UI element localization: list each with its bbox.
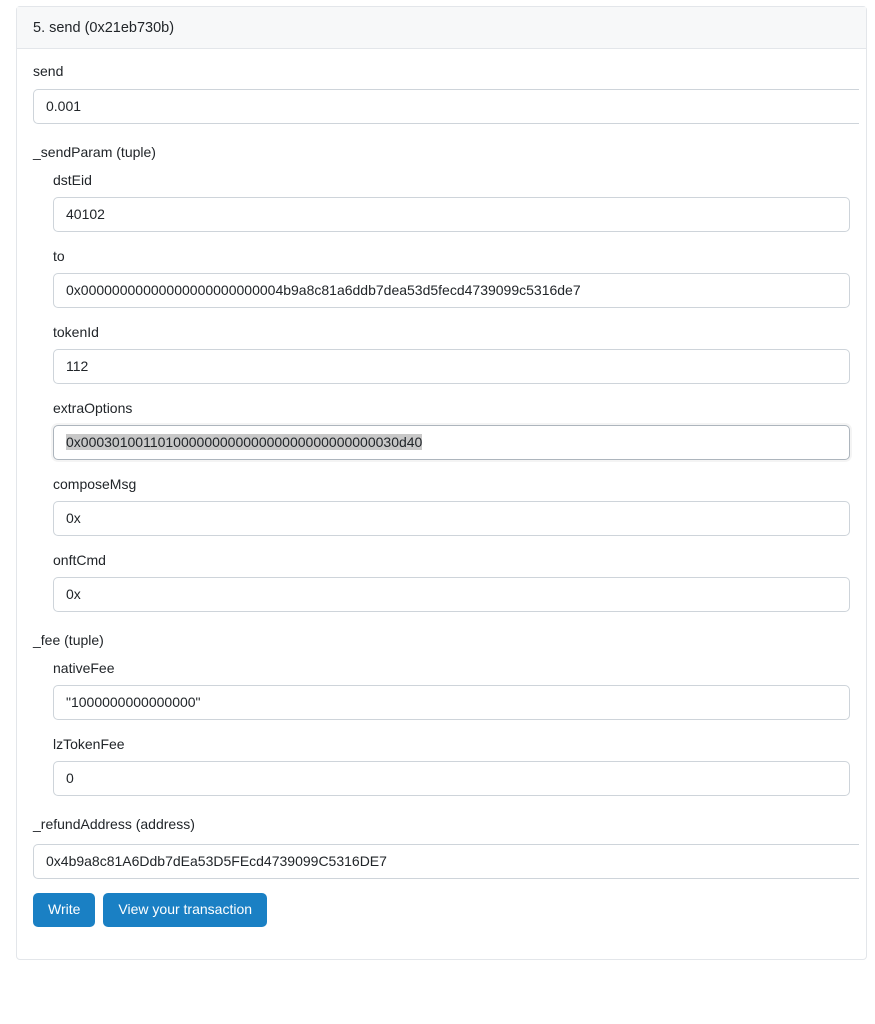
onftCmd-label: onftCmd — [53, 551, 106, 568]
onftCmd-input[interactable]: 0x — [53, 577, 850, 612]
nativeFee-label: nativeFee — [53, 659, 115, 676]
composeMsg-label: composeMsg — [53, 475, 137, 492]
field-nativeFee — [37, 660, 866, 720]
extraOptions-label: extraOptions — [53, 399, 133, 416]
nativeFee-input[interactable]: "1000000000000000" — [53, 685, 850, 720]
tokenId-input[interactable]: 112 — [53, 349, 850, 384]
view-transaction-button[interactable]: View your transaction — [103, 893, 267, 928]
panel-body — [17, 49, 866, 959]
tokenId-label: tokenId — [53, 323, 99, 340]
send-param-fields — [17, 172, 866, 612]
lzTokenFee-label: lzTokenFee — [53, 735, 125, 752]
fee-label: _fee (tuple) — [33, 631, 104, 648]
dstEid-label: dstEid — [53, 171, 92, 188]
refund-address-field-wrap — [17, 844, 866, 879]
field-send — [17, 63, 866, 124]
group-fee — [17, 632, 866, 796]
panel-header: 5. send (0x21eb730b) — [17, 7, 866, 49]
send-param-label: _sendParam (tuple) — [33, 143, 156, 160]
field-extraOptions — [37, 400, 866, 460]
send-input[interactable]: 0.001 — [33, 89, 859, 124]
field-lzTokenFee — [37, 736, 866, 796]
refund-address-input[interactable]: 0x4b9a8c81A6Ddb7dEa53D5FEcd4739099C5316DE7 — [33, 844, 859, 879]
to-label: to — [53, 247, 65, 264]
field-to — [37, 248, 866, 308]
dstEid-input[interactable]: 40102 — [53, 197, 850, 232]
fee-fields — [17, 660, 866, 796]
group-send-param — [17, 144, 866, 612]
composeMsg-input[interactable]: 0x — [53, 501, 850, 536]
lzTokenFee-input[interactable]: 0 — [53, 761, 850, 796]
extraOptions-input[interactable] — [53, 425, 850, 460]
action-buttons — [17, 879, 866, 944]
field-tokenId — [37, 324, 866, 384]
write-button[interactable]: Write — [33, 893, 95, 928]
field-refund-address — [17, 816, 866, 879]
extraOptions-selected-text: 0x00030100110100000000000000000000000000030d40 — [66, 433, 423, 450]
to-input[interactable]: 0x00000000000000000000000004b9a8c81a6ddb7dea53d5fecd4739099c5316de7 — [53, 273, 850, 308]
panel-footer-space — [17, 943, 866, 949]
send-function-panel — [16, 6, 867, 960]
refund-address-label: _refundAddress (address) — [33, 815, 195, 832]
field-dstEid — [37, 172, 866, 232]
send-label: send — [33, 63, 64, 79]
field-composeMsg — [37, 476, 866, 536]
field-onftCmd — [37, 552, 866, 612]
